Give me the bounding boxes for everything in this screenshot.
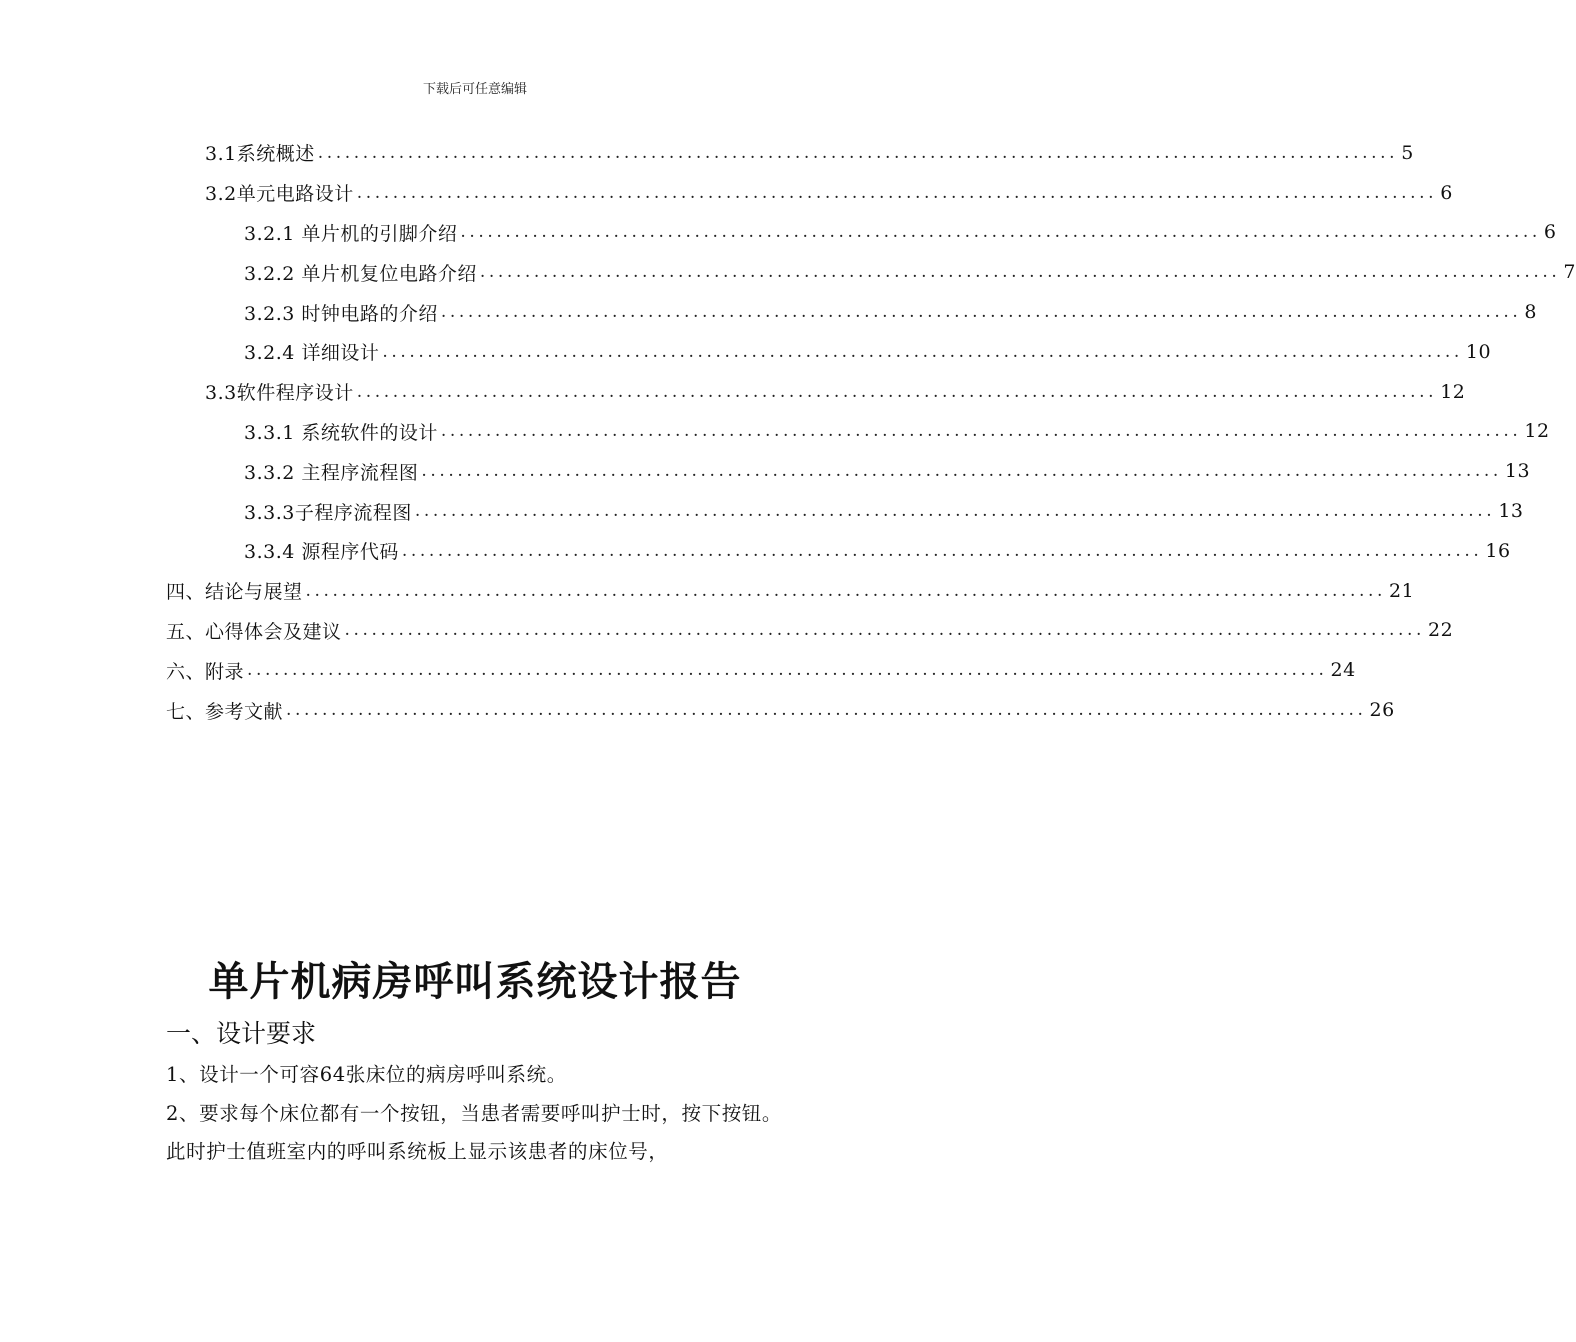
toc-entry[interactable] <box>0 412 1550 452</box>
toc-entry-page-number: 6 <box>1440 181 1453 204</box>
toc-entry-page-number: 12 <box>1524 420 1550 443</box>
page-header: 下载后可任意编辑 <box>422 82 527 97</box>
toc-leader-dots: ........................................................................................................................ <box>440 421 1522 442</box>
document-title: 单片机病房呼叫系统设计报告 <box>208 959 742 1005</box>
toc-leader-dots: ........................................................................................................................ <box>414 501 1496 522</box>
toc-entry-label: 3.2.3 时钟电路的介绍 <box>244 302 438 325</box>
toc-leader-dots: ........................................................................................................................ <box>247 660 1328 681</box>
toc-entry-page-number: 13 <box>1504 460 1531 483</box>
toc-entry[interactable] <box>0 531 1511 571</box>
toc-entry-page-number: 26 <box>1369 699 1395 722</box>
requirement-paragraph-1: 1、设计一个可容64张床位的病房呼叫系统。 <box>166 1063 567 1086</box>
toc-leader-dots: ........................................................................................................................ <box>356 381 1438 402</box>
toc-entry[interactable] <box>0 133 1414 173</box>
toc-entry[interactable] <box>0 611 1454 651</box>
toc-entry-page-number: 8 <box>1524 301 1537 324</box>
toc-leader-dots: ........................................................................................................................ <box>317 142 1399 163</box>
section-heading: 一、设计要求 <box>166 1019 317 1048</box>
toc-entry[interactable] <box>0 292 1537 332</box>
toc-entry[interactable] <box>0 491 1524 531</box>
toc-entry-label: 3.1系统概述 <box>205 143 315 166</box>
toc-entry-page-number: 16 <box>1485 539 1511 562</box>
toc-entry[interactable] <box>0 213 1557 253</box>
requirement-paragraph-2: 2、要求每个床位都有一个按钮，当患者需要呼叫护士时，按下按钮。此时护士值班室内的呼叫系统板上显示该患者的床位号， <box>166 1102 783 1163</box>
toc-entry-label: 3.2单元电路设计 <box>205 183 354 206</box>
toc-leader-dots: ........................................................................................................................ <box>344 620 1425 641</box>
toc-entry[interactable] <box>0 332 1492 372</box>
toc-entry-page-number: 5 <box>1401 141 1414 164</box>
toc-entry-label: 七、参考文献 <box>166 700 284 723</box>
toc-leader-dots: ........................................................................................................................ <box>286 700 1367 721</box>
toc-leader-dots: ........................................................................................................................ <box>479 262 1561 283</box>
toc-entry-label: 3.3.4 源程序代码 <box>244 541 399 564</box>
toc-entry-label: 3.3.2 主程序流程图 <box>244 461 419 484</box>
toc-leader-dots: ........................................................................................................................ <box>421 461 1502 482</box>
toc-entry[interactable] <box>0 252 1576 292</box>
toc-entry-page-number: 22 <box>1427 619 1454 642</box>
toc-entry-label: 3.3.1 系统软件的设计 <box>244 421 438 444</box>
toc-entry[interactable] <box>0 173 1453 213</box>
toc-leader-dots: ........................................................................................................................ <box>401 540 1483 561</box>
toc-leader-dots: ........................................................................................................................ <box>460 222 1541 243</box>
toc-leader-dots: ........................................................................................................................ <box>440 302 1522 323</box>
toc-entry-label: 3.3.3子程序流程图 <box>244 501 412 524</box>
toc-entry-page-number: 6 <box>1543 221 1557 244</box>
toc-leader-dots: ........................................................................................................................ <box>356 182 1438 203</box>
toc-entry-label: 六、附录 <box>166 660 245 683</box>
toc-entry-label: 四、结论与展望 <box>166 581 303 604</box>
toc-leader-dots: ........................................................................................................................ <box>305 580 1386 601</box>
toc-entry[interactable] <box>0 571 1415 611</box>
toc-entry[interactable] <box>0 372 1466 412</box>
toc-entry-page-number: 13 <box>1498 500 1524 523</box>
toc-entry-page-number: 12 <box>1440 380 1466 403</box>
toc-entry-label: 3.3软件程序设计 <box>205 382 354 405</box>
toc-entry-page-number: 7 <box>1563 261 1576 284</box>
table-of-contents <box>0 133 1576 730</box>
toc-entry[interactable] <box>0 451 1531 491</box>
toc-entry-page-number: 10 <box>1465 340 1492 363</box>
toc-entry-label: 五、心得体会及建议 <box>166 620 342 643</box>
toc-entry-label: 3.2.1 单片机的引脚介绍 <box>244 222 458 245</box>
toc-entry[interactable] <box>0 690 1395 730</box>
toc-leader-dots: ........................................................................................................................ <box>382 341 1463 362</box>
toc-entry[interactable] <box>0 650 1356 690</box>
toc-entry-page-number: 24 <box>1330 659 1356 682</box>
toc-entry-label: 3.2.4 详细设计 <box>244 342 380 365</box>
toc-entry-page-number: 21 <box>1388 579 1415 602</box>
toc-entry-label: 3.2.2 单片机复位电路介绍 <box>244 262 477 285</box>
